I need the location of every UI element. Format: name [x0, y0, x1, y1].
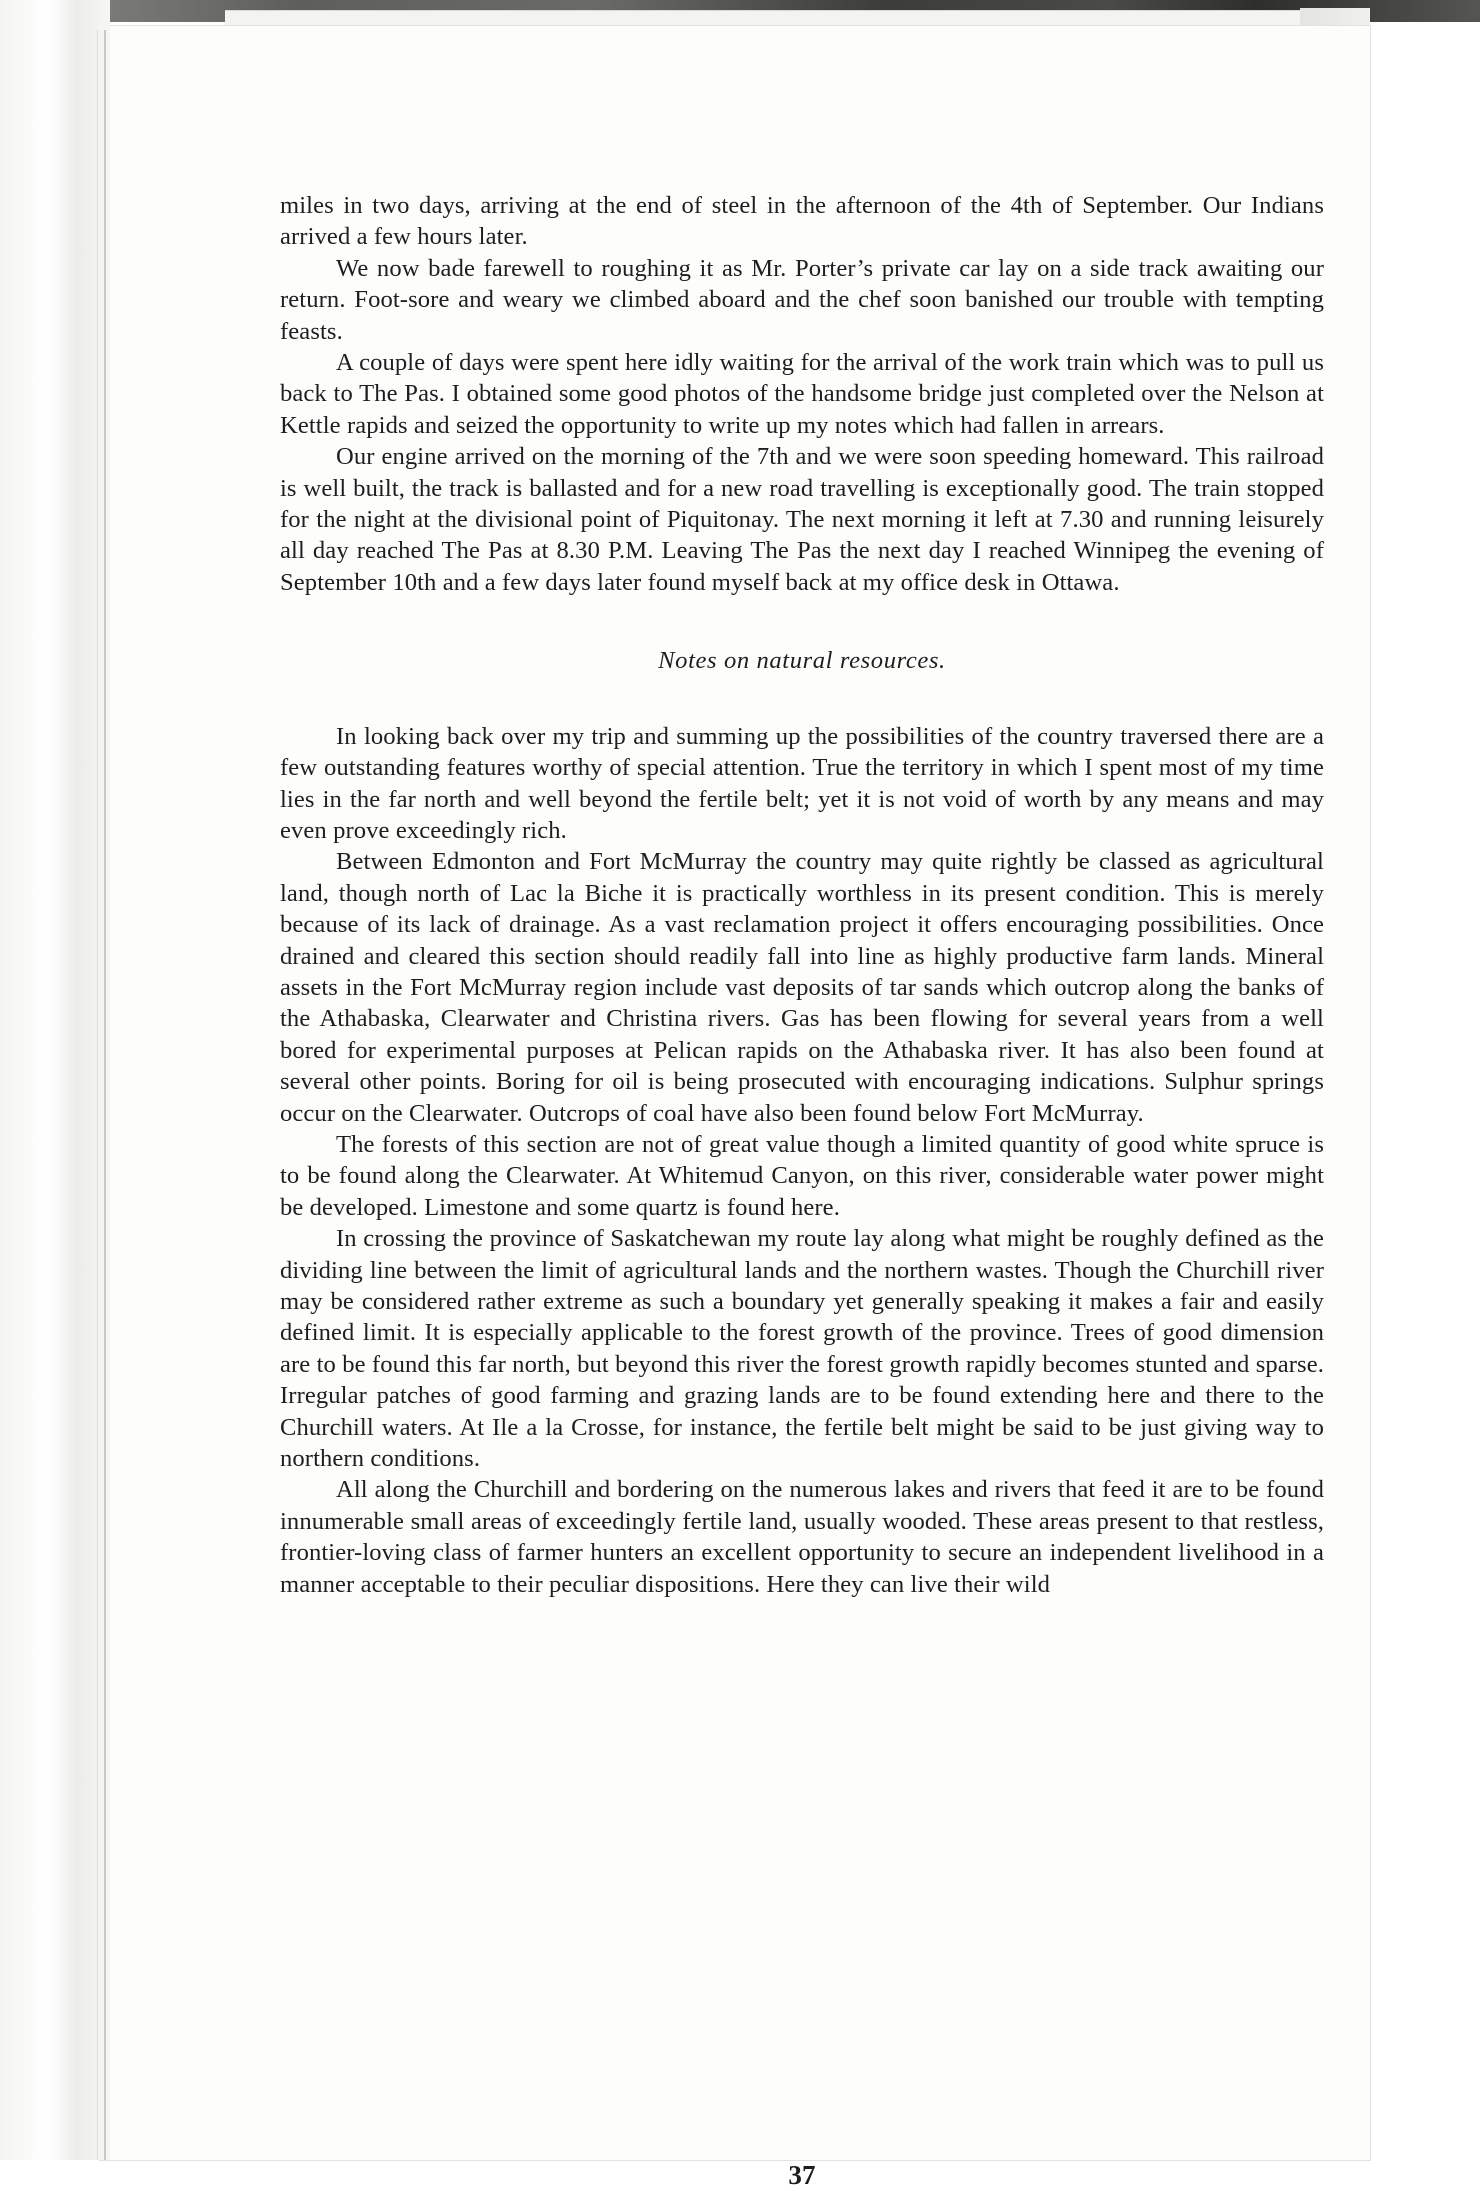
binding-fold-line	[104, 30, 106, 2160]
book-binding	[0, 0, 110, 2160]
paragraph: Between Edmonton and Fort McMurray the country may quite rightly be classed as agricultural land, though north of Lac la Biche it is practically worthless in its present condition. This is merely because of its lack of drainage. As a vast reclamation project it offers encouraging possibilities. Once drained and cleared this section should readily fall into line as highly productive farm lands. Mineral assets in the Fort McMurray region include vast deposits of tar sands which outcrop along the banks of the Athabaska, Clearwater and Christina rivers. Gas has been flowing for several years from a well bored for experimental purposes at Pelican rapids on the Athabaska river. It has also been found at several other points. Boring for oil is being prosecuted with encouraging indications. Sulphur springs occur on the Clearwater. Outcrops of coal have also been found below Fort McMurray.	[280, 848, 1324, 1127]
paragraph: A couple of days were spent here idly waiting for the arrival of the work train which was to pull us back to The Pas. I obtained some good photos of the handsome bridge just completed over the Nelson at Kettle rapids and seized the opportunity to write up my notes which had fallen in arrears.	[280, 349, 1324, 439]
page-number: 37	[788, 2160, 816, 2190]
paragraph: miles in two days, arriving at the end of steel in the afternoon of the 4th of September. Our Indians arrived a few hours later.	[280, 192, 1324, 251]
paragraph: All along the Churchill and bordering on the numerous lakes and rivers that feed it are to be found innumerable small areas of exceedingly fertile land, usually wooded. These areas present to that restless, frontier-loving class of farmer hunters an excellent opportunity to secure an independent livelihood in a manner acceptable to their peculiar dispositions. Here they can live their wild	[280, 1476, 1324, 1598]
section-heading: Notes on natural resources.	[658, 647, 946, 675]
paragraph: Our engine arrived on the morning of the 7th and we were soon speeding homeward. This railroad is well built, the track is ballasted and for a new road travelling is exceptionally good. The train stopped for the night at the divisional point of Piquitonay. The next morning it left at 7.30 and running leisurely all day reached The Pas at 8.30 P.M. Leaving The Pas the next day I reached Winnipeg the evening of September 10th and a few days later found myself back at my office desk in Ottawa.	[280, 443, 1324, 596]
paragraph: In crossing the province of Saskatchewan my route lay along what might be roughly defined as the dividing line between the limit of agricultural lands and the northern wastes. Though the Churchill river may be considered rather extreme as such a boundary yet generally speaking it makes a fair and easily defined limit. It is especially applicable to the forest growth of the province. Trees of good dimension are to be found this far north, but beyond this river the forest growth rapidly becomes stunted and sparse. Irregular patches of good farming and grazing lands are to be found extending here and there to the Churchill waters. At Ile a la Crosse, for instance, the fertile belt might be said to be just giving way to northern conditions.	[280, 1225, 1324, 1473]
page-body	[280, 190, 1324, 2190]
binding-fold-line-secondary	[97, 30, 98, 2160]
paragraph: The forests of this section are not of great value though a limited quantity of good white spruce is to be found along the Clearwater. At Whitemud Canyon, on this river, considerable water power might be developed. Limestone and some quartz is found here.	[280, 1130, 1324, 1221]
paragraph: In looking back over my trip and summing up the possibilities of the country traversed there are a few outstanding features worthy of special attention. True the territory in which I spent most of my time lies in the far north and well beyond the fertile belt; yet it is not void of worth by any means and may even prove exceedingly rich.	[280, 722, 1324, 844]
paragraph: We now bade farewell to roughing it as Mr. Porter’s private car lay on a side track awaiting our return. Foot-sore and weary we climbed aboard and the chef soon banished our trouble with tempting feasts.	[280, 254, 1324, 345]
